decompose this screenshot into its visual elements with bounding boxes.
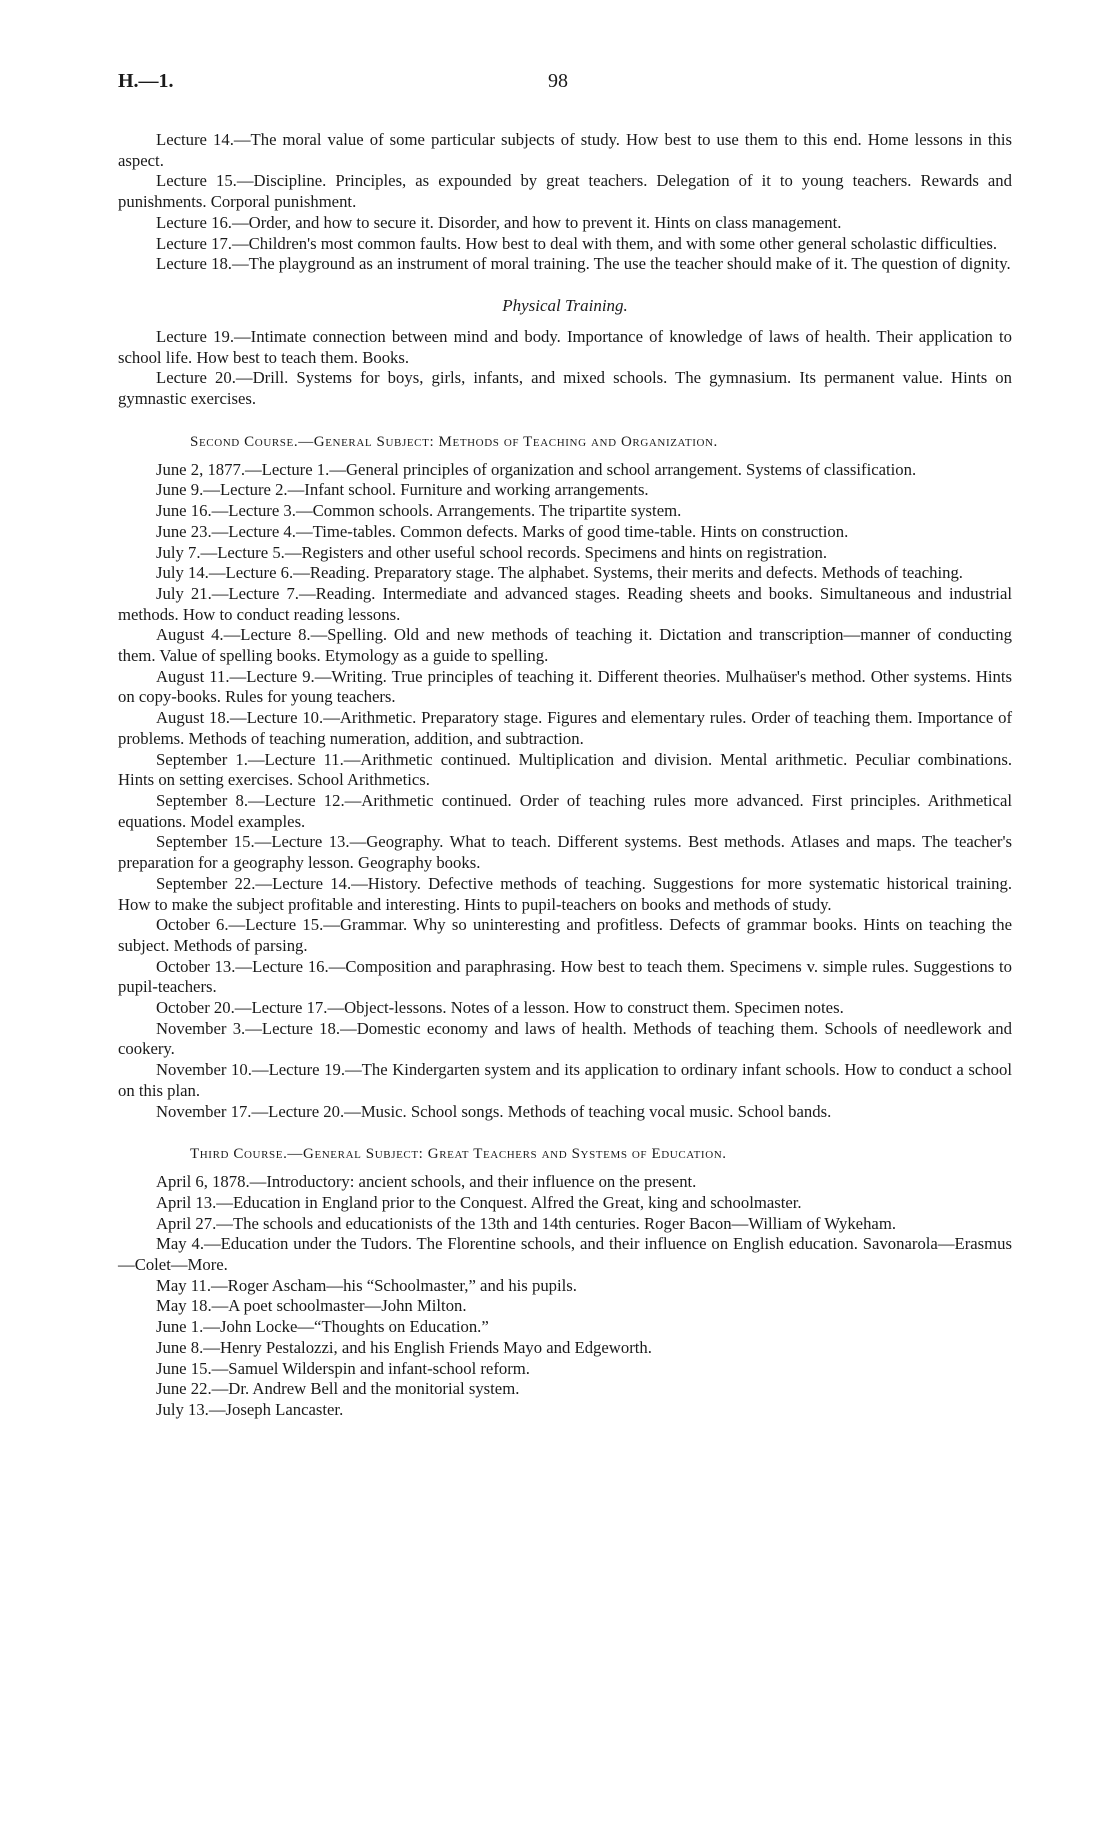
lecture-entry: July 14.—Lecture 6.—Reading. Preparatory stage. The alphabet. Systems, their merits and defects. Methods of teaching. bbox=[156, 563, 963, 583]
third-course-heading: Third Course.—General Subject: Great Teachers and Systems of Education. bbox=[190, 1146, 727, 1163]
lecture-entry: June 1.—John Locke—“Thoughts on Education.” bbox=[156, 1317, 489, 1337]
lecture-entry: November 10.—Lecture 19.—The Kindergarten system and its application to ordinary infant schools. How to conduct a school on this plan. bbox=[118, 1060, 1012, 1100]
document-reference: H.—1. bbox=[118, 70, 174, 92]
lecture-entry: June 9.—Lecture 2.—Infant school. Furniture and working arrangements. bbox=[156, 480, 649, 500]
second-course-heading: Second Course.—General Subject: Methods of Teaching and Organization. bbox=[190, 433, 718, 450]
lecture-entry: September 1.—Lecture 11.—Arithmetic continued. Multiplication and division. Mental arithmetic. Peculiar combinations. Hints on setting exercises. School Arithmetics. bbox=[118, 749, 1012, 790]
lecture-entry: May 4.—Education under the Tudors. The Florentine schools, and their influence on English education. Savonarola—Erasmus—Colet—More. bbox=[118, 1234, 1012, 1275]
lecture-list-second-course bbox=[118, 460, 1012, 1123]
lecture-list-physical bbox=[118, 327, 1012, 410]
lecture-entry: November 3.—Lecture 18.—Domestic economy and laws of health. Methods of teaching them. Schools of needlework and cookery. bbox=[118, 1018, 1012, 1059]
lecture-entry: June 8.—Henry Pestalozzi, and his English Friends Mayo and Edgeworth. bbox=[156, 1337, 652, 1357]
lecture-entry: May 18.—A poet schoolmaster—John Milton. bbox=[156, 1296, 467, 1316]
lecture-entry: June 23.—Lecture 4.—Time-tables. Common defects. Marks of good time-table. Hints on construction. bbox=[156, 521, 849, 541]
lecture-entry: July 21.—Lecture 7.—Reading. Intermediate and advanced stages. Reading sheets and books. Simultaneous and industrial methods. How to conduct reading lessons. bbox=[118, 583, 1012, 624]
lecture-entry: July 13.—Joseph Lancaster. bbox=[156, 1399, 344, 1419]
lecture-entry: June 2, 1877.—Lecture 1.—General principles of organization and school arrangement. Systems of classification. bbox=[156, 459, 917, 479]
lecture-list-third-course bbox=[118, 1172, 1012, 1420]
lecture-entry: Lecture 19.—Intimate connection between mind and body. Importance of knowledge of laws of health. Their application to school life. How best to teach them. Books. bbox=[118, 326, 1012, 367]
lecture-entry: June 16.—Lecture 3.—Common schools. Arrangements. The tripartite system. bbox=[156, 501, 682, 521]
lecture-entry: Lecture 18.—The playground as an instrument of moral training. The use the teacher should make of it. The question of dignity. bbox=[156, 254, 1011, 274]
lecture-entry: October 13.—Lecture 16.—Composition and paraphrasing. How best to teach them. Specimens v. simple rules. Suggestions to pupil-teachers. bbox=[118, 956, 1012, 997]
lecture-entry: September 22.—Lecture 14.—History. Defective methods of teaching. Suggestions for more systematic historical training. How to make the subject profitable and interesting. Hints to pupil-teachers on books and methods of study. bbox=[118, 873, 1012, 914]
lecture-entry: September 8.—Lecture 12.—Arithmetic continued. Order of teaching rules more advanced. First principles. Arithmetical equations. Model examples. bbox=[118, 790, 1012, 831]
lecture-entry: August 18.—Lecture 10.—Arithmetic. Preparatory stage. Figures and elementary rules. Order of teaching them. Importance of problems. Methods of teaching numeration, addition, and subtraction. bbox=[118, 708, 1012, 748]
lecture-entry: October 6.—Lecture 15.—Grammar. Why so uninteresting and profitless. Defects of grammar books. Hints on teaching the subject. Methods of parsing. bbox=[118, 915, 1012, 955]
page-body bbox=[118, 130, 1012, 1421]
lecture-entry: May 11.—Roger Ascham—his “Schoolmaster,” and his pupils. bbox=[156, 1275, 577, 1295]
lecture-entry: October 20.—Lecture 17.—Object-lessons. Notes of a lesson. How to construct them. Specimen notes. bbox=[156, 998, 844, 1018]
lecture-entry: June 22.—Dr. Andrew Bell and the monitorial system. bbox=[156, 1379, 520, 1399]
page-number: 98 bbox=[548, 70, 568, 92]
lecture-entry: November 17.—Lecture 20.—Music. School songs. Methods of teaching vocal music. School bands. bbox=[156, 1101, 832, 1121]
lecture-entry: June 15.—Samuel Wilderspin and infant-school reform. bbox=[156, 1358, 530, 1378]
lecture-entry: August 11.—Lecture 9.—Writing. True principles of teaching it. Different theories. Mulhaüser's method. Other systems. Hints on copy-books. Rules for young teachers. bbox=[118, 666, 1012, 707]
page-header bbox=[118, 70, 1012, 106]
lecture-entry: July 7.—Lecture 5.—Registers and other useful school records. Specimens and hints on registration. bbox=[156, 542, 828, 562]
lecture-entry: April 27.—The schools and educationists of the 13th and 14th centuries. Roger Bacon—William of Wykeham. bbox=[156, 1213, 896, 1233]
physical-training-heading: Physical Training. bbox=[502, 295, 628, 315]
lecture-entry: Lecture 17.—Children's most common faults. How best to deal with them, and with some other general scholastic difficulties. bbox=[156, 233, 998, 253]
lecture-entry: Lecture 15.—Discipline. Principles, as expounded by great teachers. Delegation of it to young teachers. Rewards and punishments. Corporal punishment. bbox=[118, 171, 1012, 212]
lecture-list-moral bbox=[118, 130, 1012, 275]
lecture-entry: Lecture 16.—Order, and how to secure it. Disorder, and how to prevent it. Hints on class management. bbox=[156, 212, 842, 232]
lecture-entry: April 13.—Education in England prior to the Conquest. Alfred the Great, king and schoolmaster. bbox=[156, 1192, 802, 1212]
lecture-entry: Lecture 20.—Drill. Systems for boys, girls, infants, and mixed schools. The gymnasium. Its permanent value. Hints on gymnastic exercises. bbox=[118, 368, 1012, 409]
lecture-entry: September 15.—Lecture 13.—Geography. What to teach. Different systems. Best methods. Atlases and maps. The teacher's preparation for a geography lesson. Geography books. bbox=[118, 832, 1012, 873]
lecture-entry: April 6, 1878.—Introductory: ancient schools, and their influence on the present. bbox=[156, 1172, 697, 1192]
lecture-entry: Lecture 14.—The moral value of some particular subjects of study. How best to use them to this end. Home lessons in this aspect. bbox=[118, 130, 1012, 170]
lecture-entry: August 4.—Lecture 8.—Spelling. Old and new methods of teaching it. Dictation and transcription—manner of conducting them. Value of spelling books. Etymology as a guide to spelling. bbox=[118, 625, 1012, 666]
